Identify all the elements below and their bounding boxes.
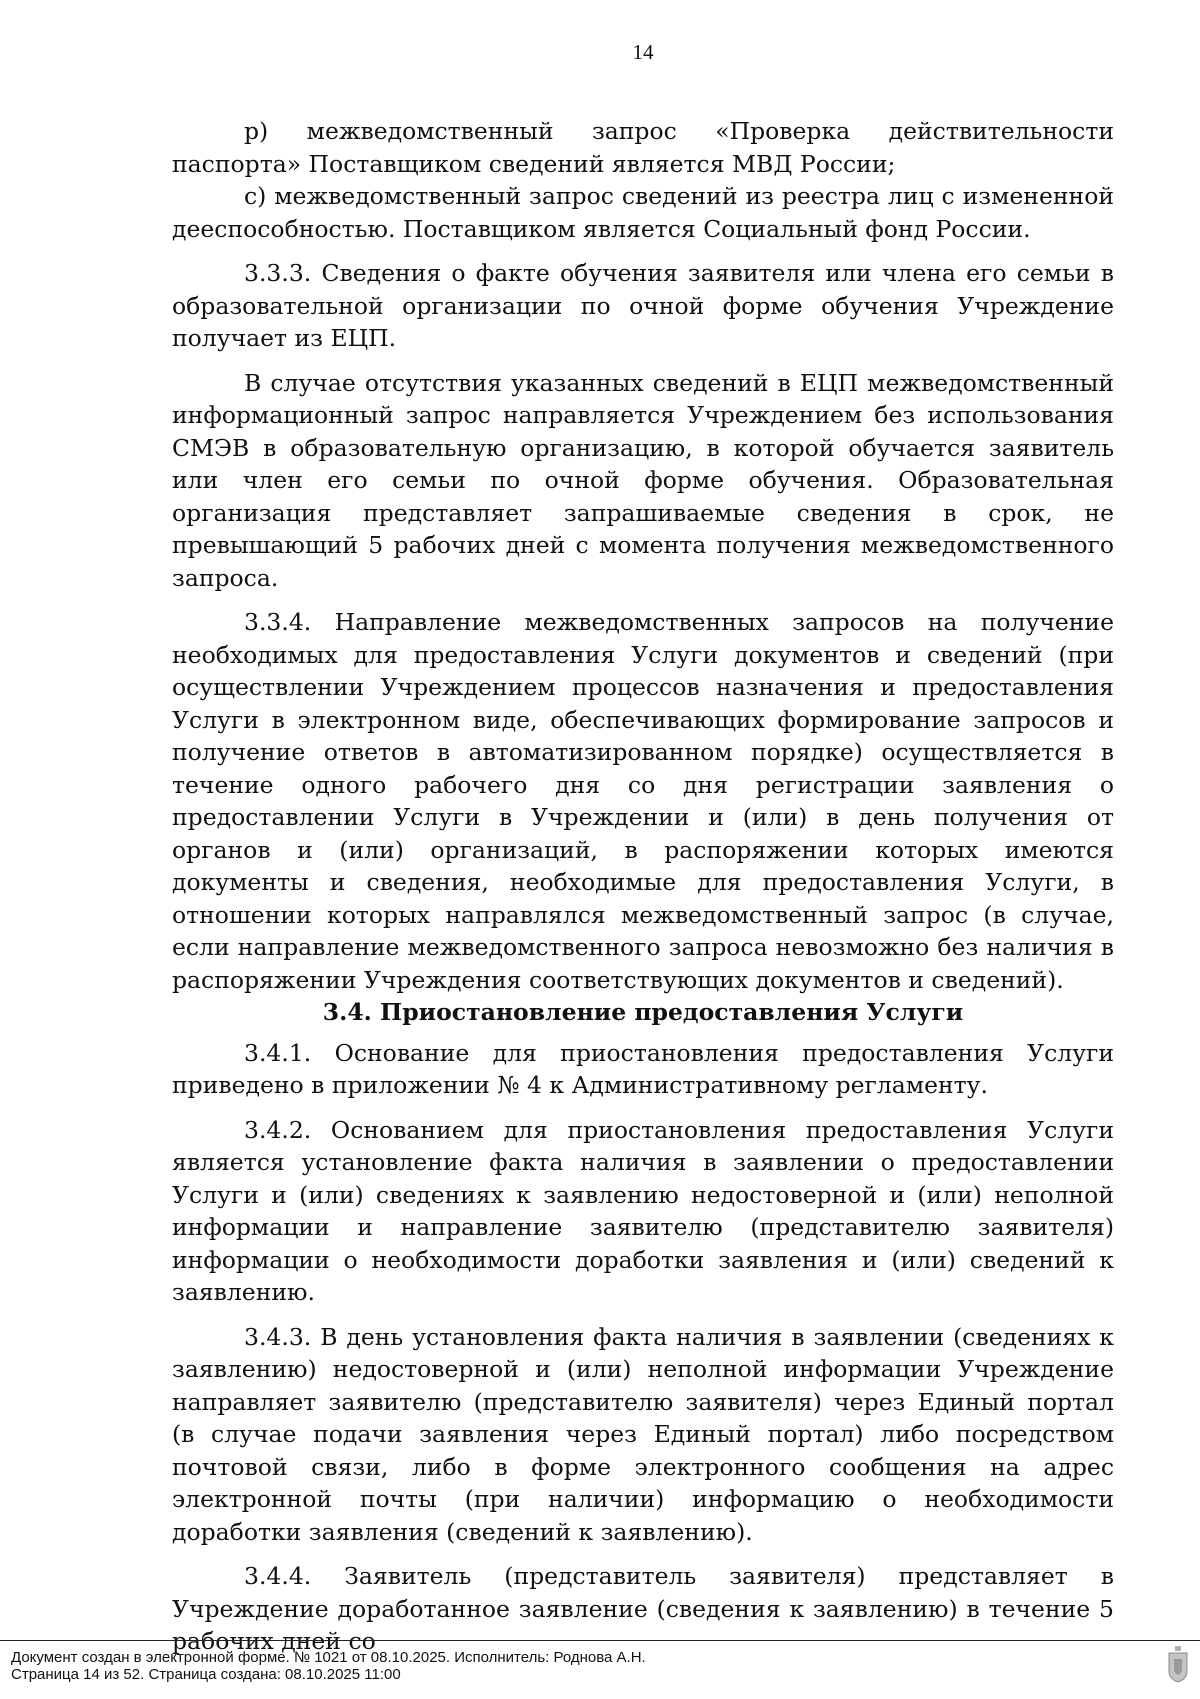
paragraph-3-4-1: 3.4.1. Основание для приостановления предоставления Услуги приведено в приложении № 4 к Административному регламенту. — [172, 1038, 1114, 1099]
paragraph-3-4-4: 3.4.4. Заявитель (представитель заявителя) представляет в Учреждение доработанное заявление (сведения к заявлению) в течение 5 рабочих дней со — [172, 1562, 1114, 1655]
list-item-r: р) межведомственный запрос «Проверка действительности паспорта» Поставщиком сведений является МВД России; — [172, 117, 1114, 178]
footer-document-info: Документ создан в электронной форме. № 1021 от 08.10.2025. Исполнитель: Роднова А.Н. — [11, 1649, 646, 1666]
footer-text — [11, 1649, 646, 1683]
footer-page-info: Страница 14 из 52. Страница создана: 08.10.2025 11:00 — [11, 1666, 401, 1683]
list-item-s: с) межведомственный запрос сведений из реестра лиц с измененной дееспособностью. Поставщиком является Социальный фонд России. — [172, 182, 1114, 243]
document-footer — [0, 1640, 1200, 1699]
paragraph-3-4-2: 3.4.2. Основанием для приостановления предоставления Услуги является установление факта наличия в заявлении о предоставлении Услуги и (или) сведениях к заявлению недостоверной и (или) неполной информации и направление заявителю (представителю заявителя) информации о необходимости доработки заявления и (или) сведений к заявлению. — [172, 1115, 1114, 1306]
paragraph-3-4-3: 3.4.3. В день установления факта наличия в заявлении (сведениях к заявлению) недостоверной и (или) неполной информации Учреждение направляет заявителю (представителю заявителя) через Единый портал (в случае подачи заявления через Единый портал) либо посредством почтовой связи, либо в форме электронного сообщения на адрес электронной почты (при наличии) информацию о необходимости доработки заявления (сведений к заявлению). — [172, 1322, 1114, 1546]
coat-of-arms-icon — [1166, 1645, 1190, 1683]
paragraph-3-3-4: 3.3.4. Направление межведомственных запросов на получение необходимых для предоставления Услуги документов и сведений (при осуществлении Учреждением процессов назначения и предоставления Услуги в электронном виде, обеспечивающих формирование запросов и получение ответов в автоматизированном порядке) осуществляется в течение одного рабочего дня со дня регистрации заявления о предоставлении Услуги в Учреждении и (или) в день получения от органов и (или) организаций, в распоряжении которых имеются документы и сведения, необходимые для предоставления Услуги, в отношении которых направлялся межведомственный запрос (в случае, если направление межведомственного запроса невозможно без наличия в распоряжении Учреждения соответствующих документов и сведений). — [172, 608, 1114, 994]
paragraph-absence-of-data: В случае отсутствия указанных сведений в ЕЦП межведомственный информационный запрос направляется Учреждением без использования СМЭВ в образовательную организацию, в которой обучается заявитель или член его семьи по очной форме обучения. Образовательная организация представляет запрашиваемые сведения в срок, не превышающий 5 рабочих дней с момента получения межведомственного запроса. — [172, 368, 1114, 592]
section-heading-3-4: 3.4. Приостановление предоставления Услуги — [322, 998, 964, 1026]
paragraph-3-3-3: 3.3.3. Сведения о факте обучения заявителя или члена его семьи в образовательной организации по очной форме обучения Учреждение получает из ЕЦП. — [172, 259, 1114, 352]
page-number: 14 — [632, 40, 654, 64]
document-body — [172, 115, 1114, 1658]
